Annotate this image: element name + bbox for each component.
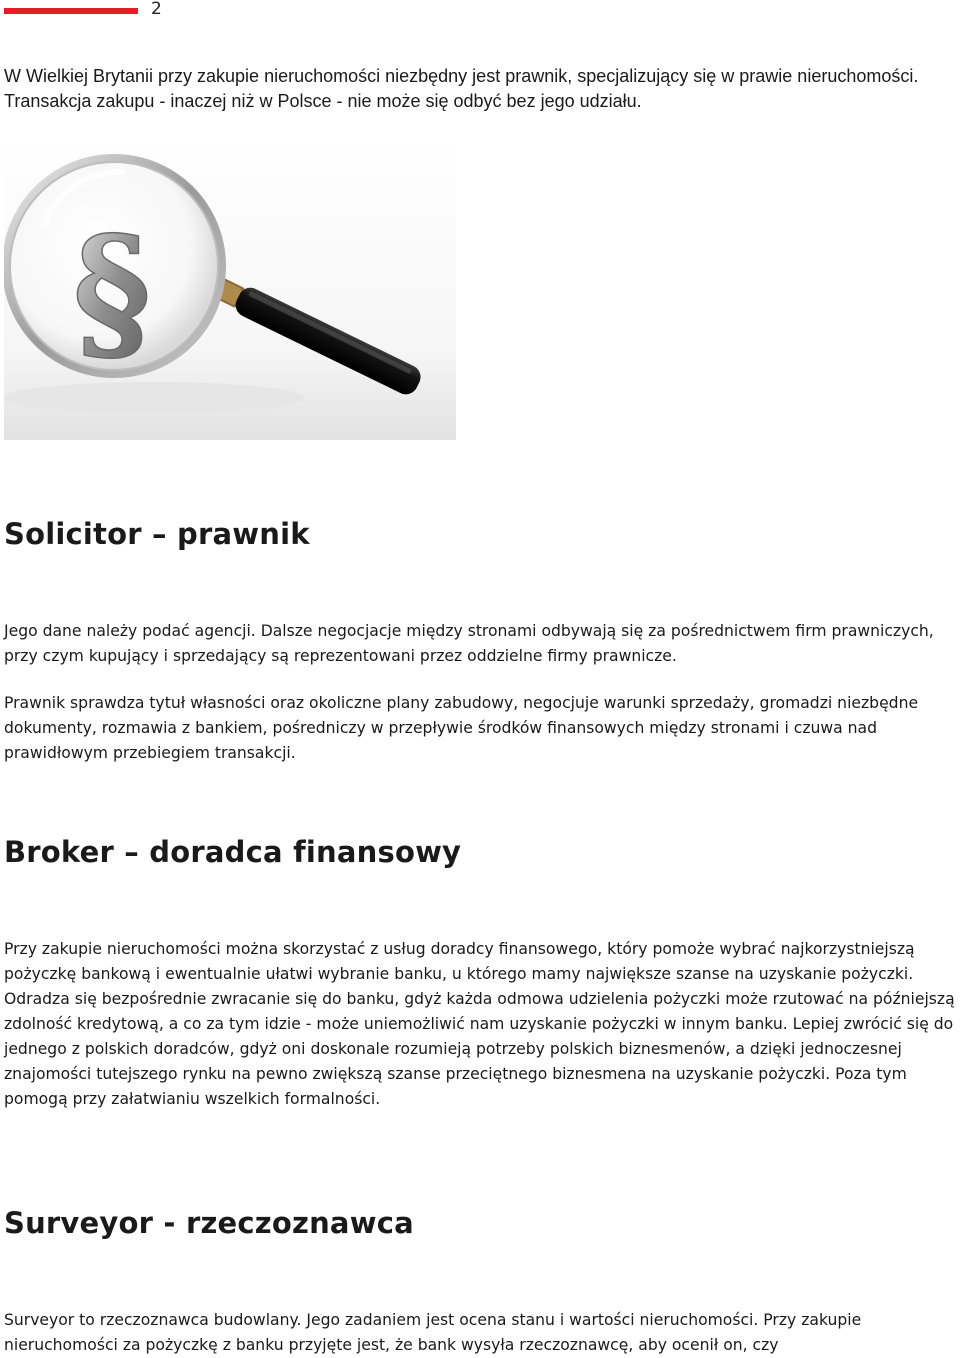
- magnifying-glass-paragraph-icon: [4, 136, 456, 440]
- broker-paragraph: Przy zakupie nieruchomości można skorzystać z usług doradcy finansowego, który pomoże wybrać najkorzystniejszą pożyczkę bankową i ewentualnie ułatwi wybranie banku, u którego mamy największe szanse na uzyskanie pożyczki. Odradza się bezpośrednie zwracanie się do banku, gdyż każda odmowa udzielenia pożyczki może rzutować na późniejszą zdolność kredytową, a co za tym idzie - może uniemożliwić nam uzyskanie pożyczki w innym banku. Lepiej zwrócić się do jednego z polskich doradców, gdyż oni doskonale rozumieją potrzeby polskich biznesmenów, a dzięki jednoczesnej znajomości tutejszego rynku na pewno zwiększą szanse przeciętnego biznesmena na uzyskanie pożyczki. Poza tym pomogą przy załatwianiu wszelkich formalności.: [4, 940, 955, 1108]
- intro-paragraph: W Wielkiej Brytanii przy zakupie nieruchomości niezbędny jest prawnik, specjalizujący się w prawie nieruchomości. Transakcja zakupu - inaczej niż w Polsce - nie może się odbyć bez jego udziału.: [4, 66, 919, 111]
- solicitor-paragraph-1: Jego dane należy podać agencji. Dalsze negocjacje między stronami odbywają się za pośrednictwem firm prawniczych, przy czym kupujący i sprzedający są reprezentowani przez oddzielne firmy prawnicze.: [4, 622, 934, 665]
- header-accent-bar: [4, 8, 138, 14]
- solicitor-heading: Solicitor – prawnik: [4, 517, 310, 551]
- page-header: [0, 0, 200, 24]
- surveyor-paragraph: Surveyor to rzeczoznawca budowlany. Jego zadaniem jest ocena stanu i wartości nieruchomości. Przy zakupie nieruchomości za pożyczkę z banku przyjęte jest, że bank wysyła rzeczoznawcę, aby ocenił on, czy: [4, 1311, 862, 1354]
- broker-heading: Broker – doradca finansowy: [4, 835, 462, 869]
- solicitor-paragraph-2: Prawnik sprawdza tytuł własności oraz okoliczne plany zabudowy, negocjuje warunki sprzedaży, gromadzi niezbędne dokumenty, rozmawia z bankiem, pośredniczy w przepływie środków finansowych między stronami i czuwa nad prawidłowym przebiegiem transakcji.: [4, 694, 919, 762]
- magnifying-glass-photo: [4, 136, 456, 440]
- surveyor-heading: Surveyor - rzeczoznawca: [4, 1206, 414, 1240]
- page-number: 2: [151, 0, 162, 19]
- paragraph-symbol-icon: §: [72, 204, 152, 380]
